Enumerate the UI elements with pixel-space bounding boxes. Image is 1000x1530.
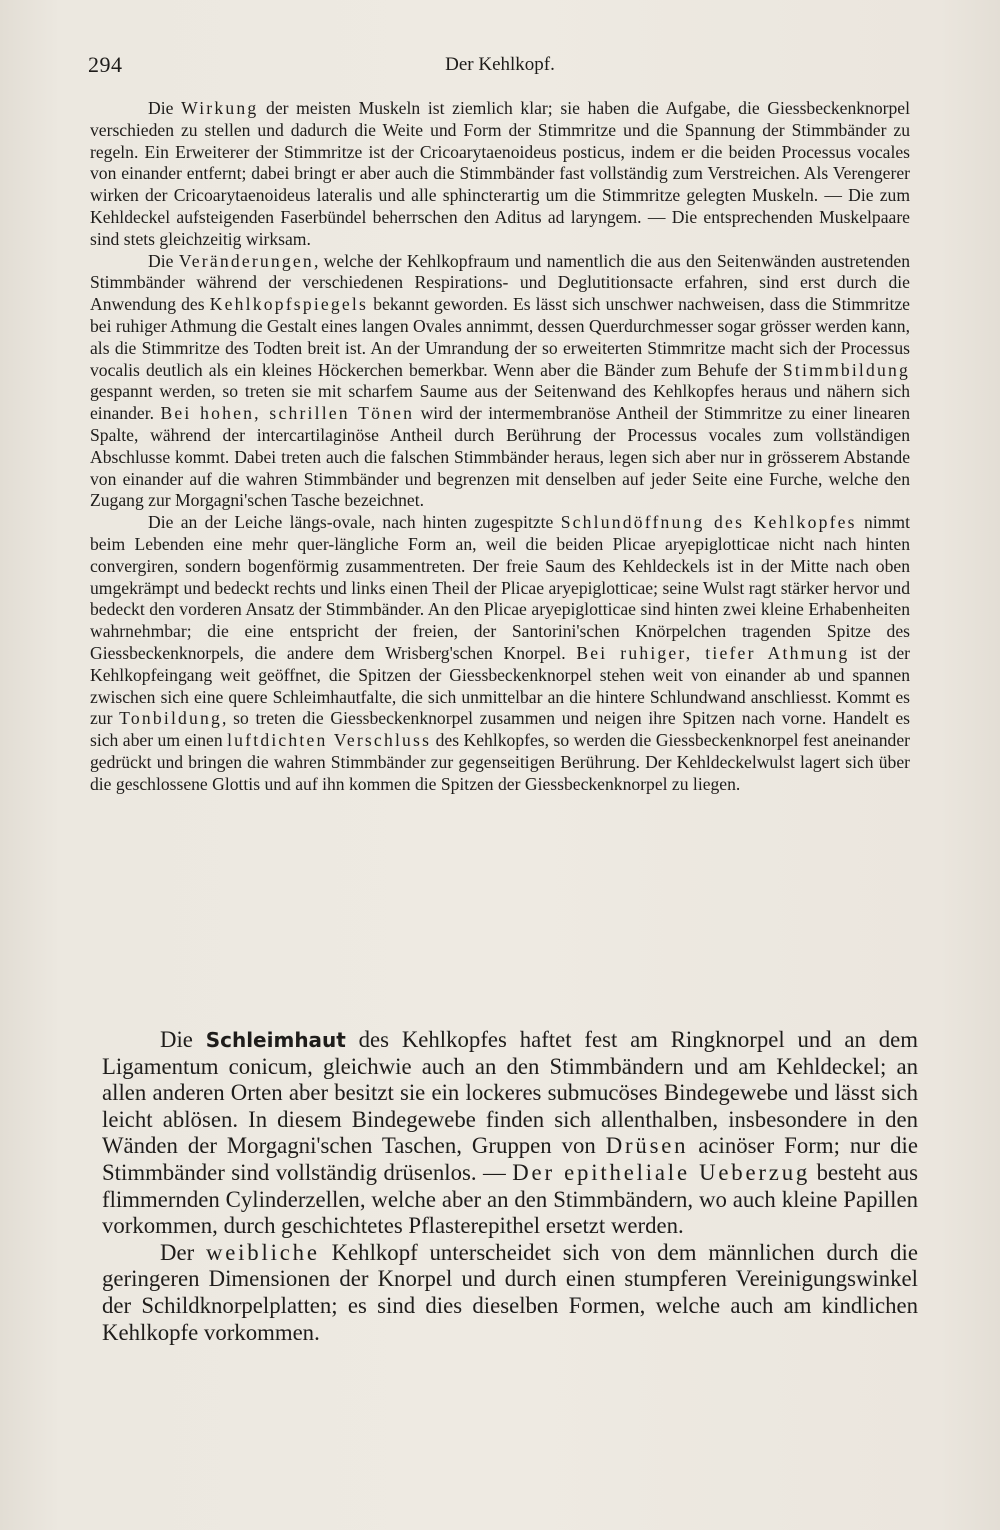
paragraph [102, 1027, 918, 1240]
text-run: wird der intermembranöse Antheil der Stimmritze zu einer linearen Spalte, während der intercartilaginöse Antheil durch Berührung der Processus vocales zum vollständigen Abschlusse kommt. Dabei treten auch die falschen Stimmbänder heraus, legen sich aber nur in grösserem Abstande von einander auf die wahren Stimmbänder und begrenzen mit denselben auf jeder Seite eine Furche, welche den Zugang zur Morgagni'schen Tasche bezeichnet. [90, 403, 911, 511]
paragraph [90, 251, 910, 513]
paragraph [90, 98, 910, 251]
text-run: gespannt werden, so treten sie mit scharfem Saume aus der Seitenwand des Kehlkopfes heraus und nähern sich einander. [90, 381, 910, 424]
text-run: Die [148, 250, 179, 271]
spaced-emphasis: Tonbildung [119, 708, 223, 729]
bold-term: Schleimhaut [205, 1028, 346, 1052]
spaced-emphasis: Drüsen [605, 1133, 689, 1159]
text-run: ist der Kehlkopfeingang weit geöffnet, die Spitzen der Giessbeckenknorpel stehen weit von einander ab und spannen zwischen sich eine quere Schleimhautfalte, die sich unmittelbar an die hintere Schlundwand anschliesst. Kommt es zur [90, 642, 910, 729]
spaced-emphasis: Bei ruhiger, tiefer Athmung [576, 642, 850, 663]
text-run: , so treten die Giessbeckenknorpel zusammen und neigen ihre Spitzen nach vorne. Handelt es sich aber um einen [90, 708, 910, 751]
text-run: Der [160, 1239, 206, 1265]
text-run: des Kehlkopfes haftet fest am Ringknorpel und an dem Ligamentum conicum, gleichwie auch an den Stimmbändern und am Kehldeckel; an allen anderen Orten aber besitzt sie ein lockeres submucöses Bindegewebe und lässt sich leicht ablösen. In diesem Bindegewebe finden sich allenthalben, insbesondere in den Wänden der Morgagni'schen Taschen, Gruppen von [102, 1027, 918, 1159]
spaced-emphasis: Schlundöffnung des Kehlkopfes [560, 512, 857, 533]
spaced-emphasis: Stimmbildung [782, 359, 910, 380]
paragraph [102, 1240, 918, 1346]
paragraph [90, 512, 910, 795]
page-header [88, 52, 912, 88]
text-run: nimmt beim Lebenden eine mehr quer-längliche Form an, weil die beiden Plicae aryepiglotticae nicht nach hinten convergiren, sondern bogenförmig zusammentreten. Der freie Saum des Kehldeckels ist in der Mitte nach oben umgekrämpt und bedeckt rechts und links einen Theil der Plicae aryepiglotticae; seine Wulst ragt stärker hervor und bedeckt den vorderen Ansatz der Stimmbänder. An den Plicae aryepiglotticae sind hinten zwei kleine Erhabenheiten wahrnehmbar; die eine entspricht der freien, der Santorini'schen Knörpelchen tragenden Spitze des Giessbeckenknorpels, die andere dem Wrisberg'schen Knorpel. [90, 512, 910, 663]
main-text-section [102, 1027, 918, 1346]
small-print-section [90, 98, 910, 796]
text-run: Kehlkopf unterscheidet sich von dem männlichen durch die geringeren Dimensionen der Knorpel und durch einen stumpferen Vereinigungswinkel der Schildknorpelplatten; es sind dies dieselben Formen, welche auch am kindlichen Kehlkopfe vorkommen. [102, 1239, 919, 1345]
text-run: , welche der Kehlkopfraum und namentlich die aus den Seitenwänden austretenden Stimmbänder während der verschiedenen Respirations- und Deglutitionsacte erfahren, sind erst durch die Anwendung des [90, 250, 911, 315]
text-run: Die [148, 98, 182, 118]
spaced-emphasis: Veränderungen [178, 250, 314, 271]
text-run: des Kehlkopfes, so werden die Giessbeckenknorpel fest aneinander gedrückt und bringen die wahren Stimmbänder zur gegenseitigen Berührung. Der Kehldeckelwulst lagert sich über die geschlossene Glottis und auf ihn kommen die Spitzen der Giessbeckenknorpel zu liegen. [90, 730, 910, 794]
spaced-emphasis: Kehlkopfspiegels [209, 294, 369, 315]
text-run: Die [160, 1027, 206, 1052]
running-title: Der Kehlkopf. [445, 54, 555, 75]
page-number: 294 [88, 52, 123, 77]
text-run: besteht aus flimmernden Cylinderzellen, welche aber an den Stimmbändern, wo auch kleine Papillen vorkommen, durch geschichtetes Pflasterepithel ersetzt werden. [102, 1159, 918, 1239]
text-run: der meisten Muskeln ist ziemlich klar; sie haben die Aufgabe, die Giessbeckenknorpel verschieden zu stellen und dadurch die Weite und Form der Stimmritze und die Spannung der Stimmbänder zu regeln. Ein Erweiterer der Stimmritze ist der Cricoarytaenoideus posticus, indem er die beiden Processus vocales von einander entfernt; dabei bringt er aber auch die Stimmbänder fast vollständig zum Verstreichen. Als Verengerer wirken der Cricoarytaenoideus lateralis und alle sphincterartig um die Stimmritze gelegten Muskeln. — Die zum Kehldeckel aufsteigenden Faserbündel beherrschen den Aditus ad laryngem. — Die entsprechenden Muskelpaare sind stets gleichzeitig wirksam. [90, 98, 910, 249]
spaced-emphasis: Bei hohen, schrillen Tönen [160, 403, 415, 424]
text-run: acinöser Form; nur die Stimmbänder sind vollständig drüsenlos. — [102, 1133, 918, 1185]
spaced-emphasis: weibliche [205, 1239, 320, 1265]
spaced-emphasis: Wirkung [181, 98, 259, 118]
text-run: Die an der Leiche längs-ovale, nach hinten zugespitzte [148, 512, 561, 533]
spaced-emphasis: luftdichten Verschluss [227, 730, 432, 751]
spaced-emphasis: Der epitheliale Ueberzug [512, 1159, 811, 1185]
text-run: bekannt geworden. Es lässt sich unschwer nachweisen, dass die Stimmritze bei ruhiger Athmung die Gestalt eines langen Ovales annimmt, dessen Querdurchmesser sogar grösser werden kann, als die Stimmritze des Todten breit ist. An der Umrandung der so erweiterten Stimmritze macht sich der Processus vocalis deutlich als ein kleines Höckerchen bemerkbar. Wenn aber die Bänder zum Behufe der [90, 294, 910, 380]
